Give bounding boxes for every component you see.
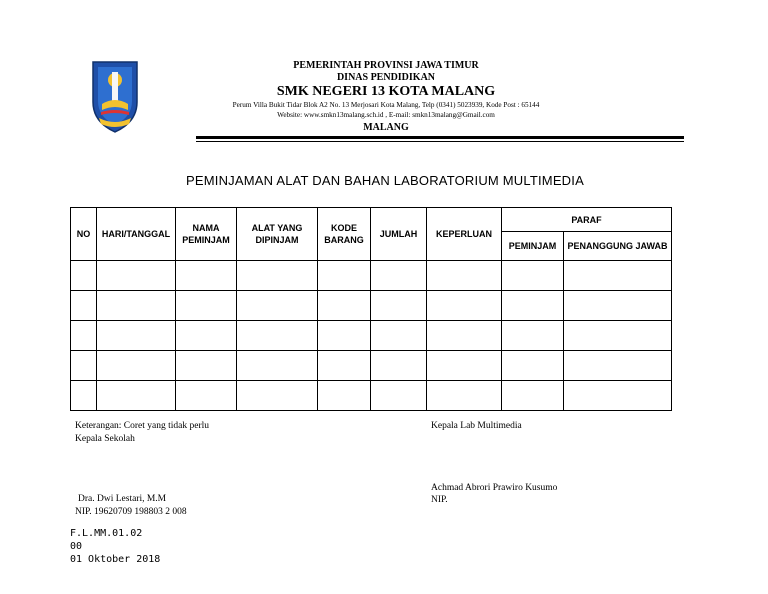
table-cell xyxy=(564,381,672,411)
province-emblem-logo xyxy=(89,58,141,134)
header-rule-thick xyxy=(196,136,684,139)
footer-revision: 00 xyxy=(70,541,83,552)
col-header-qty: JUMLAH xyxy=(371,208,427,261)
table-cell xyxy=(71,291,97,321)
table-cell xyxy=(97,321,176,351)
table-cell xyxy=(371,291,427,321)
table-cell xyxy=(176,381,237,411)
header-department: DINAS PENDIDIKAN xyxy=(336,72,436,83)
header-website: Website: www.smkn13malang.sch.id , E-mail: smkn13malang@Gmail.com xyxy=(277,111,495,119)
col-header-purpose: KEPERLUAN xyxy=(427,208,502,261)
table-cell xyxy=(71,351,97,381)
table-cell xyxy=(237,321,318,351)
footer-doc-code: F.L.MM.01.02 xyxy=(70,528,143,539)
table-row xyxy=(71,291,672,321)
col-header-paraf: PARAF xyxy=(502,208,672,232)
header-school-name: SMK NEGERI 13 KOTA MALANG xyxy=(276,84,496,99)
table-cell xyxy=(71,321,97,351)
footer-left-role: Kepala Sekolah xyxy=(75,434,135,444)
table-cell xyxy=(371,261,427,291)
table-cell xyxy=(564,261,672,291)
table-cell xyxy=(427,261,502,291)
col-header-paraf-borrower: PEMINJAM xyxy=(502,232,564,261)
table-cell xyxy=(371,351,427,381)
table-cell xyxy=(97,261,176,291)
document-title: PEMINJAMAN ALAT DAN BAHAN LABORATORIUM MULTIMEDIA xyxy=(186,173,584,188)
col-header-item: ALAT YANG DIPINJAM xyxy=(237,208,318,261)
header-city: MALANG xyxy=(363,122,409,133)
table-cell xyxy=(318,291,371,321)
table-cell xyxy=(71,261,97,291)
col-header-borrower: NAMA PEMINJAM xyxy=(176,208,237,261)
table-cell xyxy=(564,321,672,351)
table-cell xyxy=(237,381,318,411)
table-cell xyxy=(502,351,564,381)
footer-right-name: Achmad Abrori Prawiro Kusumo xyxy=(431,483,558,493)
table-row xyxy=(71,261,672,291)
table-cell xyxy=(427,381,502,411)
table-cell xyxy=(427,351,502,381)
table-cell xyxy=(176,321,237,351)
loan-table xyxy=(70,207,672,411)
table-cell xyxy=(564,291,672,321)
table-cell xyxy=(237,261,318,291)
footer-date: 01 Oktober 2018 xyxy=(70,554,161,565)
table-cell xyxy=(237,291,318,321)
table-cell xyxy=(176,261,237,291)
table-cell xyxy=(318,381,371,411)
table-cell xyxy=(502,261,564,291)
footer-left-name: Dra. Dwi Lestari, M.M xyxy=(78,494,167,504)
table-cell xyxy=(318,351,371,381)
table-cell xyxy=(502,321,564,351)
table-cell xyxy=(318,321,371,351)
table-row xyxy=(71,321,672,351)
table-cell xyxy=(427,291,502,321)
col-header-code: KODE BARANG xyxy=(318,208,371,261)
table-cell xyxy=(371,321,427,351)
table-cell xyxy=(237,351,318,381)
table-cell xyxy=(502,291,564,321)
table-row xyxy=(71,381,672,411)
table-cell xyxy=(176,291,237,321)
footer-right-nip: NIP. xyxy=(431,495,448,505)
table-cell xyxy=(371,381,427,411)
table-row xyxy=(71,351,672,381)
footer-note: Keterangan: Coret yang tidak perlu xyxy=(75,421,210,431)
table-cell xyxy=(318,261,371,291)
header-government: PEMERINTAH PROVINSI JAWA TIMUR xyxy=(293,60,479,71)
table-cell xyxy=(97,351,176,381)
col-header-paraf-pic: PENANGGUNG JAWAB xyxy=(564,232,672,261)
table-cell xyxy=(97,381,176,411)
header-rule-thin xyxy=(196,141,684,142)
col-header-date: HARI/TANGGAL xyxy=(97,208,176,261)
table-cell xyxy=(564,351,672,381)
col-header-no: NO xyxy=(71,208,97,261)
table-cell xyxy=(71,381,97,411)
header-address: Perum Villa Bukit Tidar Blok A2 No. 13 Merjosari Kota Malang, Telp (0341) 5023939, Kode Post : 65144 xyxy=(232,101,540,109)
table-cell xyxy=(97,291,176,321)
footer-right-role: Kepala Lab Multimedia xyxy=(431,421,522,431)
table-cell xyxy=(502,381,564,411)
footer-left-nip: NIP. 19620709 198803 2 008 xyxy=(75,507,187,517)
table-cell xyxy=(427,321,502,351)
table-cell xyxy=(176,351,237,381)
